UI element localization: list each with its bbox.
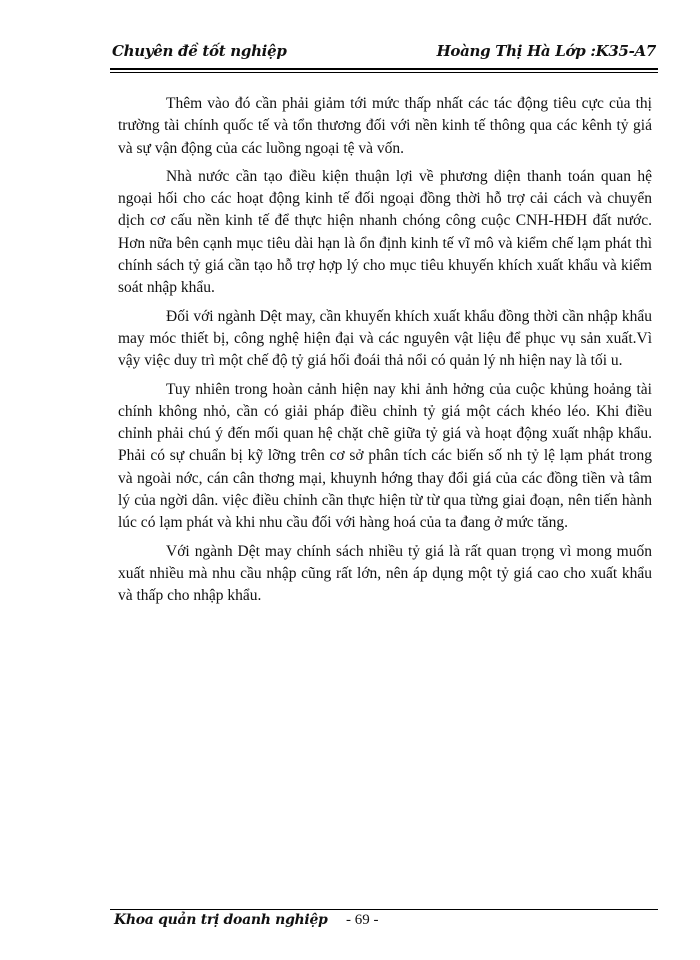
footer-rule (110, 909, 658, 910)
header-title: Chuyên đề tốt nghiệp (112, 42, 287, 60)
paragraph: Thêm vào đó cần phải giảm tới mức thấp nhất các tác động tiêu cực của thị trường tài chính quốc tế và tổn thương đối với nền kinh tế thông qua các kênh tỷ giá và sự vận động của các luồng ngoại tệ và vốn. (118, 95, 652, 157)
footer-department: Khoa quản trị doanh nghiệp (114, 912, 328, 928)
paragraph: Với ngành Dệt may chính sách nhiều tỷ giá là rất quan trọng vì mong muốn xuất nhiều mà nhu cầu nhập cũng rất lớn, nên áp dụng một tỷ giá cao cho xuất khẩu và thấp cho nhập khẩu. (118, 542, 652, 605)
header-rule (110, 68, 658, 70)
document-body (118, 93, 652, 614)
header-rule-thin (110, 72, 658, 73)
paragraph: Nhà nước cần tạo điều kiện thuận lợi về phương diện thanh toán quan hệ ngoại hối cho các hoạt động kinh tế đối ngoại đồng thời hỗ trợ cải cách và chuyển dịch cơ cấu nền kinh tế để thực hiện nhanh chóng công cuộc CNH-HĐH đất nước. Hơn nữa bên cạnh mục tiêu dài hạn là ổn định kinh tế vĩ mô và kiểm chế lạm phát thì chính sách tỷ giá cần tạo hỗ trợ hợp lý cho mục tiêu khuyến khích xuất khẩu và kiểm soát nhập khẩu. (118, 167, 652, 297)
paragraph: Đối với ngành Dệt may, cần khuyến khích xuất khẩu đồng thời cần nhập khẩu may móc thiết bị, công nghệ hiện đại và các nguyên vật liệu để phục vụ sản xuất.Vì vậy việc duy trì một chế độ tỷ giá hối đoái thả nổi có quản lý nh hiện nay là tối u. (118, 307, 652, 370)
page-number: - 69 - (346, 912, 379, 928)
paragraph: Tuy nhiên trong hoàn cảnh hiện nay khi ảnh hởng của cuộc khủng hoảng tài chính không nhỏ, cần có giải pháp điều chỉnh tỷ giá một cách khéo léo. Khi điều chỉnh phải chú ý đến mối quan hệ chặt chẽ giữa tỷ giá và hoạt động xuất nhập khẩu. Phải có sự chuẩn bị kỹ lỡng trên cơ sở phân tích các biến số nh tỷ lệ lạm phát trong và ngoài nớc, cán cân thơng mại, khuynh hớng thay đổi giá của các đồng tiền và tâm lý của ngời dân. việc điều chỉnh cần thực hiện từ từ qua từng giai đoạn, nên tiến hành lúc có lạm phát và khi nhu cầu đối với hàng hoá của ta đang ở mức tăng. (118, 380, 652, 532)
page-header (110, 40, 658, 66)
header-author: Hoàng Thị Hà Lớp :K35-A7 (436, 42, 656, 60)
